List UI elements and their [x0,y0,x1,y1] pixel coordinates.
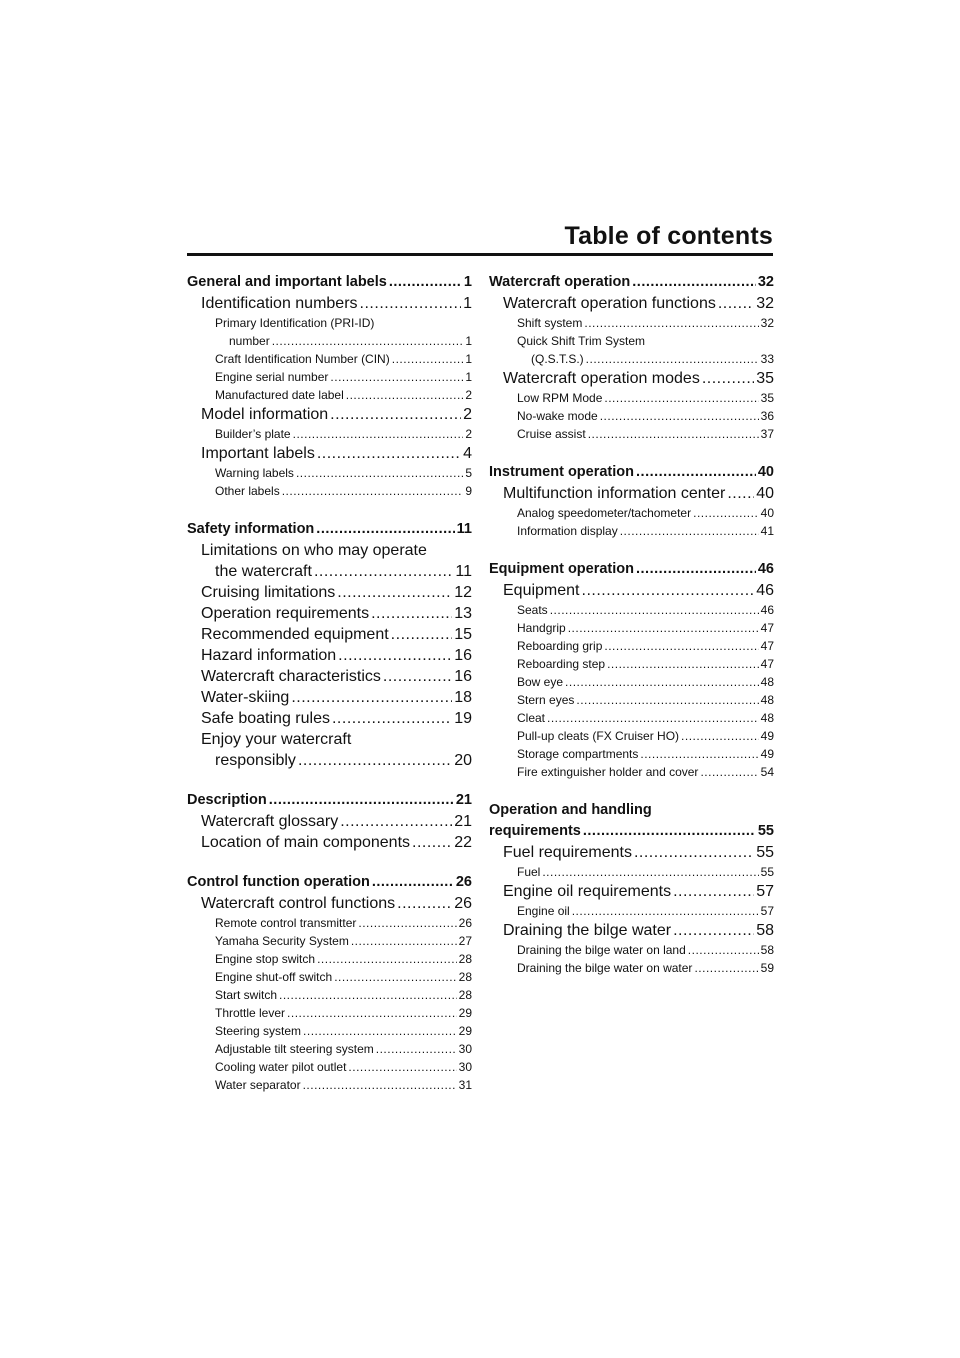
toc-entry-title: Adjustable tilt steering system [215,1042,374,1056]
dot-leader [330,368,463,386]
toc-level3-entry[interactable] [489,637,774,655]
toc-level2-entry[interactable] [489,368,774,389]
toc-page-number: 47 [760,657,774,671]
toc-entry-title: Watercraft operation [489,274,631,290]
toc-page-number: 1 [465,352,472,366]
toc-page-number: 32 [760,316,774,330]
toc-page-number: 33 [760,352,774,366]
dot-leader [584,314,758,332]
dot-leader [604,637,758,655]
toc-page-number: 41 [760,524,774,538]
toc-level3-entry-continuation[interactable] [489,350,774,368]
dot-leader [673,920,754,941]
toc-level1-entry[interactable] [187,272,472,293]
toc-entry-title: Watercraft glossary [201,813,339,830]
dot-leader [389,272,462,293]
toc-entry-title: Instrument operation [489,464,635,480]
toc-level3-entry[interactable] [489,673,774,691]
dot-leader [632,272,756,293]
toc-level3-entry[interactable] [489,959,774,977]
dot-leader [700,763,758,781]
toc-entry-title: Stern eyes [517,693,575,707]
toc-page-number: 46 [757,561,774,577]
toc-column-right [489,272,774,977]
toc-level2-entry[interactable] [489,881,774,902]
dot-leader [694,959,758,977]
toc-page-number: 26 [455,874,472,890]
dot-leader [568,619,759,637]
toc-level2-entry[interactable] [187,404,472,425]
dot-leader [317,443,461,464]
toc-level3-entry[interactable] [187,1076,472,1094]
toc-entry-title: Safe boating rules [201,710,330,727]
toc-page-number: 28 [458,970,472,984]
dot-leader [412,832,452,853]
toc-entry-title: Remote control transmitter [215,916,357,930]
toc-entry-title-continuation: requirements [489,823,581,839]
toc-level2-entry[interactable] [187,687,472,708]
dot-leader [293,425,464,443]
dot-leader [346,386,464,404]
dot-leader [383,666,452,687]
toc-page-number: 2 [465,388,472,402]
toc-level2-entry[interactable] [187,832,472,853]
toc-level2-entry[interactable] [187,603,472,624]
toc-entry-title: Fuel [517,865,541,879]
toc-level3-entry[interactable] [489,522,774,540]
toc-entry-title: Handgrip [517,621,566,635]
toc-entry-title-continuation: (Q.S.T.S.) [531,352,584,366]
toc-page-number: 55 [756,844,774,861]
toc-entry-title: Engine oil requirements [503,883,672,900]
toc-level2-entry[interactable] [187,443,472,464]
toc-entry-title: General and important labels [187,274,387,290]
toc-entry-title: Craft Identification Number (CIN) [215,352,390,366]
dot-leader [565,673,759,691]
toc-entry-title: Yamaha Security System [215,934,349,948]
dot-leader [547,709,759,727]
dot-leader [303,1022,457,1040]
toc-page-number: 20 [454,752,472,769]
toc-column-left [187,272,472,1094]
toc-page-number: 30 [458,1042,472,1056]
toc-page-number: 40 [756,485,774,502]
dot-leader [351,932,457,950]
toc-level3-entry[interactable] [489,709,774,727]
dot-leader [673,881,754,902]
toc-entry-title: Draining the bilge water on water [517,961,693,975]
toc-entry-title: Fuel requirements [503,844,632,861]
toc-level2-entry[interactable] [489,920,774,941]
toc-level3-entry[interactable] [187,350,472,368]
toc-page-number: 21 [455,792,472,808]
toc-page-number: 48 [760,675,774,689]
toc-entry-title: Description [187,792,267,808]
toc-level3-entry-continuation[interactable] [187,332,472,350]
toc-page-number: 48 [760,693,774,707]
toc-entry-title-continuation: the watercraft [215,563,312,580]
toc-entry-title: Reboarding step [517,657,606,671]
toc-level3-entry[interactable] [187,464,472,482]
toc-page-number: 19 [454,710,472,727]
toc-level3-entry[interactable] [489,314,774,332]
toc-level3-entry[interactable] [489,407,774,425]
toc-level3-entry[interactable] [187,932,472,950]
toc-entry-title: Watercraft characteristics [201,668,381,685]
toc-page-number: 47 [760,621,774,635]
toc-page-number: 40 [757,464,774,480]
dot-leader [702,368,754,389]
title-rule [187,253,773,256]
toc-entry-title: Equipment operation [489,561,634,577]
toc-entry-title: Identification numbers [201,295,358,312]
dot-leader [582,580,755,601]
toc-level3-entry[interactable] [489,863,774,881]
toc-entry-title: Reboarding grip [517,639,603,653]
toc-page-number: 21 [454,813,472,830]
toc-entry-title: Low RPM Mode [517,391,603,405]
dot-leader [397,893,452,914]
toc-page-number: 29 [458,1024,472,1038]
toc-entry-title: Multifunction information center [503,485,726,502]
toc-entry-title: Limitations on who may operate [201,542,427,559]
toc-level2-entry[interactable] [187,645,472,666]
dot-leader [583,821,756,842]
toc-level3-entry[interactable] [187,425,472,443]
dot-leader [348,1058,456,1076]
dot-leader [358,914,456,932]
toc-page-number: 2 [463,406,472,423]
toc-level2-entry[interactable] [489,483,774,504]
dot-leader [576,691,758,709]
toc-page-number: 58 [756,922,774,939]
toc-page-number: 28 [458,988,472,1002]
toc-entry-title: Water separator [215,1078,301,1092]
toc-level3-entry[interactable] [187,1004,472,1022]
toc-page-number: 55 [760,865,774,879]
toc-level3-entry[interactable] [489,332,774,350]
toc-entry-title: Cooling water pilot outlet [215,1060,347,1074]
toc-level3-entry[interactable] [489,601,774,619]
dot-leader [272,332,464,350]
toc-level3-entry[interactable] [187,482,472,500]
toc-level2-entry[interactable] [187,811,472,832]
toc-entry-title: Safety information [187,521,315,537]
toc-page-number: 49 [760,747,774,761]
dot-leader [681,727,759,745]
toc-level3-entry[interactable] [187,314,472,332]
toc-entry-title: Hazard information [201,647,337,664]
toc-page-number: 37 [760,427,774,441]
toc-entry-title: Engine oil [517,904,570,918]
toc-entry-title: Start switch [215,988,278,1002]
toc-level3-entry[interactable] [489,655,774,673]
toc-level2-entry[interactable] [187,708,472,729]
toc-level2-entry[interactable] [489,580,774,601]
dot-leader [303,1076,457,1094]
toc-page-number: 36 [760,409,774,423]
toc-level3-entry[interactable] [187,1022,472,1040]
dot-leader [542,863,758,881]
toc-level2-entry[interactable] [187,893,472,914]
toc-entry-title: Analog speedometer/tachometer [517,506,692,520]
toc-level1-entry[interactable] [187,872,472,893]
toc-level3-entry[interactable] [489,425,774,443]
toc-level3-entry[interactable] [187,1058,472,1076]
toc-level3-entry[interactable] [187,968,472,986]
dot-leader [588,425,759,443]
dot-leader [620,522,759,540]
toc-level3-entry[interactable] [187,914,472,932]
toc-page-number: 40 [760,506,774,520]
toc-entry-title: Pull-up cleats (FX Cruiser HO) [517,729,680,743]
toc-entry-title: Location of main components [201,834,411,851]
dot-leader [693,504,759,522]
toc-page-number: 30 [458,1060,472,1074]
toc-page-number: 1 [465,334,472,348]
dot-leader [718,293,754,314]
dot-leader [269,790,454,811]
toc-page-number: 16 [454,647,472,664]
toc-page-number: 1 [465,370,472,384]
dot-leader [634,842,754,863]
toc-entry-title: Warning labels [215,466,294,480]
toc-page-number: 15 [454,626,472,643]
dot-leader [392,350,464,368]
toc-entry-title: Other labels [215,484,280,498]
toc-page-number: 27 [458,934,472,948]
toc-entry-title: Equipment [503,582,580,599]
dot-leader [636,559,756,580]
toc-entry-title: Operation and handling [489,802,652,818]
dot-leader [550,601,759,619]
toc-entry-title: Quick Shift Trim System [517,334,646,348]
toc-level1-entry[interactable] [489,462,774,483]
toc-entry-title: Primary Identification (PRI-ID) [215,316,375,330]
toc-entry-title: Seats [517,603,548,617]
dot-leader [282,482,464,500]
toc-entry-title: Draining the bilge water on land [517,943,686,957]
dot-leader [314,561,453,582]
toc-entry-title: Storage compartments [517,747,639,761]
toc-entry-title: Cruise assist [517,427,586,441]
toc-level2-entry[interactable] [489,293,774,314]
toc-level3-entry[interactable] [489,763,774,781]
toc-page-number: 55 [757,823,774,839]
toc-level1-entry-continuation[interactable] [489,821,774,842]
toc-page-number: 58 [760,943,774,957]
toc-page-number: 11 [456,521,472,537]
toc-page-number: 46 [760,603,774,617]
toc-entry-title: Cruising limitations [201,584,336,601]
toc-level3-entry[interactable] [489,727,774,745]
dot-leader [586,350,759,368]
toc-level3-entry[interactable] [489,691,774,709]
toc-level2-entry[interactable] [187,666,472,687]
dot-leader [317,950,457,968]
dot-leader [332,708,452,729]
toc-page-number: 47 [760,639,774,653]
dot-leader [287,1004,457,1022]
toc-page-number: 1 [463,295,472,312]
toc-page-number: 49 [760,729,774,743]
dot-leader [334,968,456,986]
toc-page-number: 29 [458,1006,472,1020]
toc-entry-title: Watercraft operation functions [503,295,716,312]
toc-entry-title: Control function operation [187,874,370,890]
toc-entry-title: Manufactured date label [215,388,344,402]
toc-page-number: 22 [454,834,472,851]
toc-entry-title: Information display [517,524,618,538]
toc-level1-entry[interactable] [489,559,774,580]
toc-level3-entry[interactable] [187,386,472,404]
dot-leader [279,986,457,1004]
toc-level2-entry-continuation[interactable] [187,750,472,771]
toc-page-number: 46 [756,582,774,599]
dot-leader [607,655,759,673]
toc-entry-title: Watercraft operation modes [503,370,700,387]
toc-page-number: 35 [756,370,774,387]
dot-leader [376,1040,457,1058]
toc-page-number: 32 [757,274,774,290]
toc-entry-title-continuation: number [229,334,270,348]
toc-entry-title: Throttle lever [215,1006,286,1020]
dot-leader [604,389,758,407]
toc-level2-entry[interactable] [187,540,472,561]
toc-entry-title: Engine serial number [215,370,329,384]
dot-leader [640,745,758,763]
toc-page-number: 26 [458,916,472,930]
toc-level1-entry[interactable] [187,790,472,811]
dot-leader [391,624,453,645]
dot-leader [338,645,452,666]
toc-page-number: 26 [454,895,472,912]
dot-leader [572,902,759,920]
toc-entry-title: Engine shut-off switch [215,970,333,984]
toc-level3-entry[interactable] [187,1040,472,1058]
toc-entry-title: Steering system [215,1024,302,1038]
toc-entry-title-continuation: responsibly [215,752,296,769]
toc-level1-entry[interactable] [489,272,774,293]
toc-page-number: 57 [760,904,774,918]
toc-page-number: 11 [455,563,472,580]
toc-page-number: 32 [756,295,774,312]
dot-leader [636,462,756,483]
dot-leader [727,483,754,504]
toc-level2-entry-continuation[interactable] [187,561,472,582]
toc-page-number: 12 [454,584,472,601]
dot-leader [600,407,759,425]
toc-level3-entry[interactable] [489,504,774,522]
toc-page-number: 9 [465,484,472,498]
toc-entry-title: Model information [201,406,329,423]
dot-leader [337,582,452,603]
toc-page-number: 4 [463,445,472,462]
toc-page-number: 1 [463,274,472,290]
toc-entry-title: Watercraft control functions [201,895,396,912]
toc-page-number: 31 [458,1078,472,1092]
dot-leader [298,750,452,771]
toc-level3-entry[interactable] [489,389,774,407]
toc-level2-entry[interactable] [187,624,472,645]
toc-entry-title: No-wake mode [517,409,598,423]
toc-page-number: 59 [760,961,774,975]
toc-page-number: 13 [454,605,472,622]
toc-level1-entry[interactable] [187,519,472,540]
dot-leader [340,811,452,832]
dot-leader [360,293,462,314]
toc-page-number: 16 [454,668,472,685]
toc-page-number: 35 [760,391,774,405]
toc-page-number: 18 [454,689,472,706]
toc-level3-entry[interactable] [489,745,774,763]
page-title: Table of contents [564,222,773,250]
toc-level1-entry[interactable] [489,800,774,821]
toc-entry-title: Important labels [201,445,315,462]
dot-leader [372,872,454,893]
dot-leader [291,687,452,708]
toc-entry-title: Draining the bilge water [503,922,672,939]
toc-entry-title: Recommended equipment [201,626,389,643]
toc-page-number: 57 [756,883,774,900]
dot-leader [316,519,454,540]
toc-entry-title: Operation requirements [201,605,370,622]
toc-entry-title: Bow eye [517,675,564,689]
toc-page-number: 28 [458,952,472,966]
dot-leader [688,941,759,959]
toc-level3-entry[interactable] [187,368,472,386]
toc-level2-entry[interactable] [187,582,472,603]
dot-leader [330,404,461,425]
toc-level3-entry[interactable] [489,941,774,959]
toc-entry-title: Cleat [517,711,546,725]
toc-level3-entry[interactable] [187,950,472,968]
toc-level3-entry[interactable] [187,986,472,1004]
toc-level3-entry[interactable] [489,902,774,920]
toc-entry-title: Water-skiing [201,689,290,706]
dot-leader [371,603,452,624]
toc-entry-title: Fire extinguisher holder and cover [517,765,699,779]
toc-page-number: 2 [465,427,472,441]
toc-entry-title: Engine stop switch [215,952,316,966]
toc-entry-title: Enjoy your watercraft [201,731,352,748]
toc-level2-entry[interactable] [489,842,774,863]
toc-entry-title: Builder’s plate [215,427,291,441]
toc-page-number: 54 [760,765,774,779]
toc-level2-entry[interactable] [187,293,472,314]
toc-level3-entry[interactable] [489,619,774,637]
toc-page-number: 48 [760,711,774,725]
dot-leader [296,464,463,482]
toc-entry-title: Shift system [517,316,583,330]
toc-page-number: 5 [465,466,472,480]
toc-level2-entry[interactable] [187,729,472,750]
